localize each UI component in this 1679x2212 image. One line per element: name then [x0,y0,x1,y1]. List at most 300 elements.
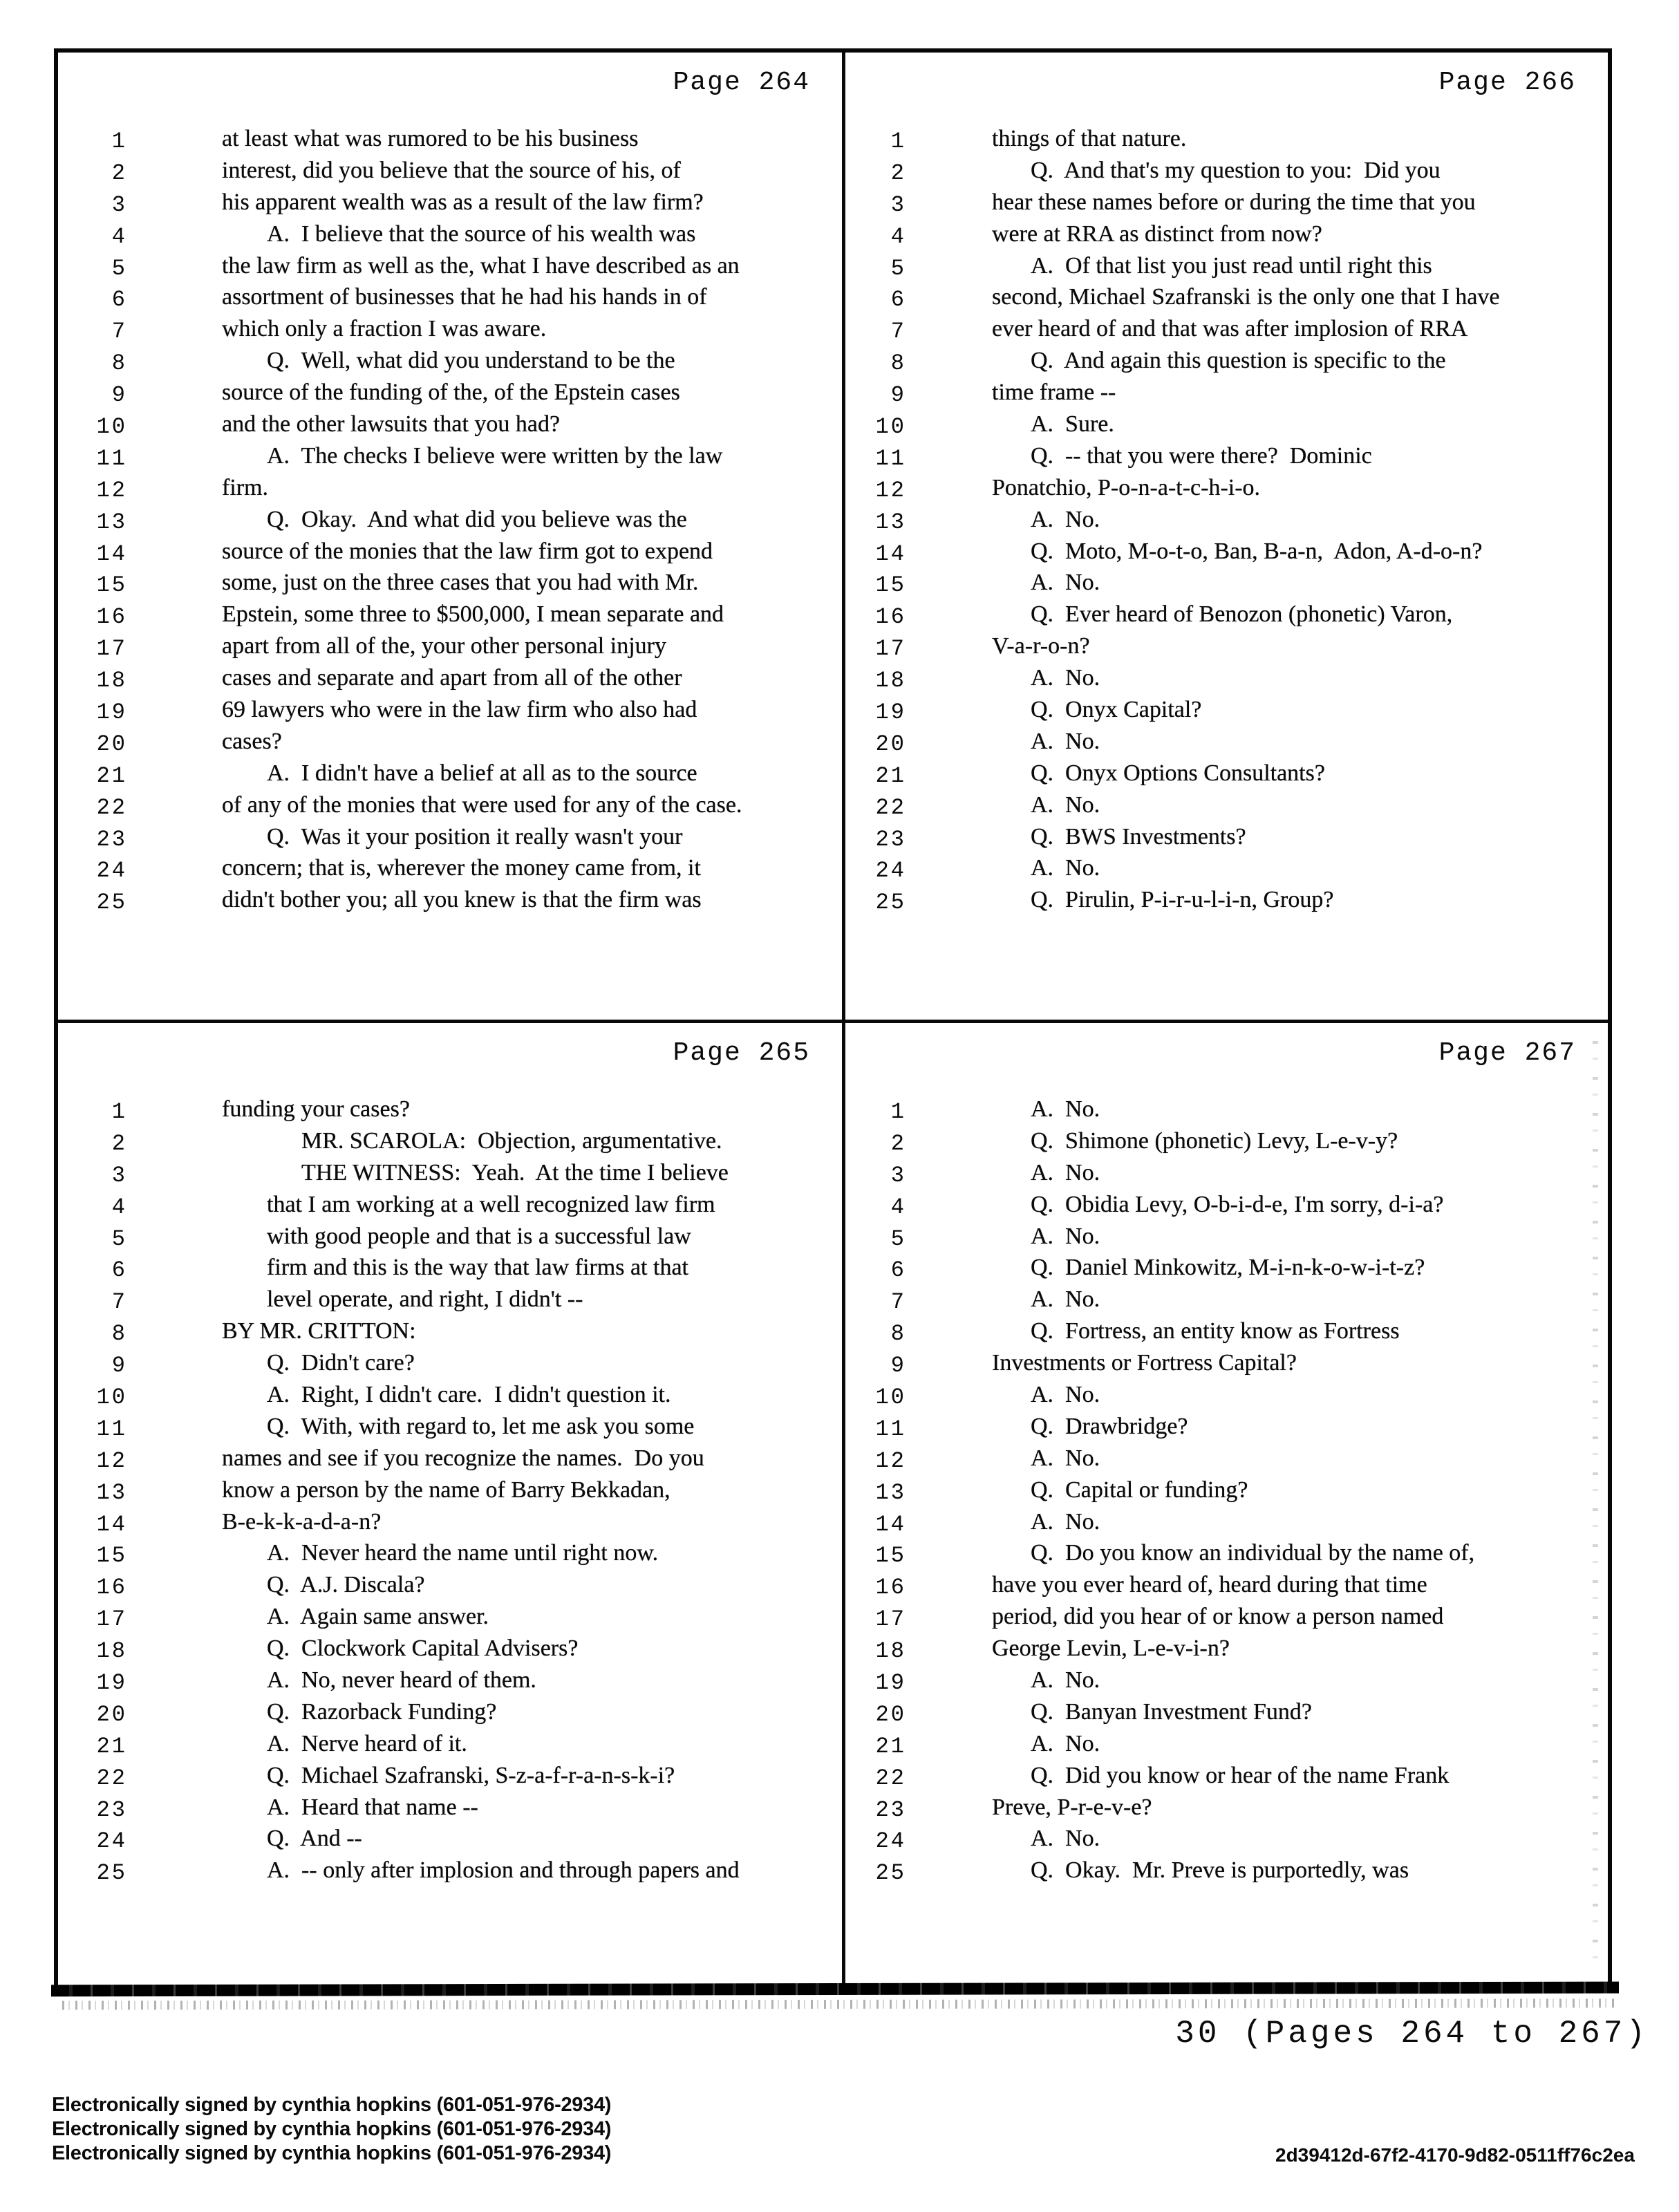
transcript-line [845,1128,1608,1160]
transcript-line [845,1192,1608,1224]
line-text: A. No. [1031,1096,1100,1122]
line-text: concern; that is, wherever the money came from, it [222,855,701,881]
line-number: 11 [96,445,127,471]
transcript-line [845,1857,1608,1889]
line-number: 8 [890,1321,906,1347]
line-number: 21 [96,1733,127,1759]
line-text: Ponatchio, P-o-n-a-t-c-h-i-o. [992,474,1261,500]
transcript-line [58,1604,842,1635]
transcript-line [845,1286,1608,1318]
line-text: A. No. [1031,1667,1100,1694]
line-text: Investments or Fortress Capital? [992,1350,1297,1376]
line-text: funding your cases? [222,1096,410,1122]
transcript-line [845,348,1608,379]
line-number: 9 [890,382,906,409]
transcript-line [845,570,1608,601]
line-number: 14 [96,1511,127,1537]
transcript-line [58,665,842,697]
transcript-line [58,1477,842,1509]
line-text: with good people and that is a successful law [267,1223,691,1249]
transcript-line [845,507,1608,538]
line-text: A. -- only after implosion and through papers and [267,1857,740,1884]
line-number: 7 [111,1289,127,1315]
line-number: 3 [111,191,127,218]
transcript-line [845,253,1608,285]
line-number: 16 [875,1575,906,1601]
line-text: THE WITNESS: Yeah. At the time I believe [301,1159,729,1185]
transcript-line [845,1160,1608,1192]
line-number: 12 [96,1447,127,1474]
transcript-line [58,1160,842,1192]
line-number: 15 [96,572,127,599]
line-number: 12 [875,1447,906,1474]
line-text: Epstein, some three to $500,000, I mean separate and [222,601,724,628]
line-text: Q. Razorback Funding? [267,1698,497,1725]
transcript-lines [58,126,842,919]
line-text: cases and separate and apart from all of the other [222,665,682,691]
line-text: Q. Pirulin, P-i-r-u-l-i-n, Group? [1031,887,1334,913]
line-number: 18 [875,1638,906,1665]
transcript-line [845,760,1608,792]
transcript-line [58,792,842,824]
line-text: A. No. [1031,1382,1100,1408]
line-text: of any of the monies that were used for any of the case. [222,791,742,818]
transcript-line [845,1604,1608,1635]
transcript-border [54,48,1612,1992]
transcript-line [845,1699,1608,1731]
transcript-line [58,1763,842,1794]
line-number: 15 [96,1543,127,1569]
transcript-line [58,316,842,348]
line-number: 4 [111,223,127,250]
line-number: 3 [111,1162,127,1188]
line-number: 11 [96,1416,127,1442]
line-text: Q. Daniel Minkowitz, M-i-n-k-o-w-i-t-z? [1031,1255,1425,1281]
line-text: A. No. [1031,1223,1100,1249]
line-number: 17 [875,1606,906,1633]
line-text: Q. A.J. Discala? [267,1572,425,1598]
line-text: Q. Moto, M-o-t-o, Ban, B-a-n, Adon, A-d-o-n? [1031,538,1483,564]
transcript-line [845,1572,1608,1604]
line-text: A. No. [1031,855,1100,881]
line-text: Preve, P-r-e-v-e? [992,1794,1152,1820]
line-text: Q. Obidia Levy, O-b-i-d-e, I'm sorry, d-i-a? [1031,1191,1444,1217]
transcript-line [845,1096,1608,1128]
line-number: 18 [96,668,127,694]
transcript-line [845,1477,1608,1509]
scan-edge-noise [1593,1041,1598,1967]
line-text: BY MR. CRITTON: [222,1318,416,1344]
transcript-line [58,633,842,665]
transcript-line [845,1826,1608,1857]
transcript-line [58,1382,842,1414]
line-text: apart from all of the, your other personal injury [222,633,666,659]
line-number: 10 [96,414,127,440]
line-number: 21 [96,762,127,789]
transcript-line [845,475,1608,507]
line-text: B-e-k-k-a-d-a-n? [222,1508,382,1535]
line-number: 20 [96,1701,127,1727]
line-number: 13 [96,509,127,535]
transcript-line [845,189,1608,221]
transcript-line [58,1414,842,1445]
line-number: 3 [890,191,906,218]
transcript-line [58,221,842,253]
line-number: 19 [875,700,906,726]
line-text: Q. Ever heard of Benozon (phonetic) Varon, [1031,601,1453,628]
transcript-line [845,1414,1608,1445]
transcript-line [58,1445,842,1477]
line-text: time frame -- [992,379,1116,406]
line-text: level operate, and right, I didn't -- [267,1286,583,1313]
transcript-line [58,411,842,443]
transcript-line [58,1509,842,1541]
transcript-line [845,1540,1608,1572]
transcript-line [58,189,842,221]
line-text: Q. Okay. Mr. Preve is purportedly, was [1031,1857,1409,1884]
line-number: 24 [875,1828,906,1855]
line-number: 5 [111,1226,127,1252]
line-text: A. No. [1031,728,1100,754]
line-text: Q. And -- [267,1826,362,1852]
line-number: 3 [890,1162,906,1188]
line-text: Q. Onyx Options Consultants? [1031,760,1325,786]
page-header: Page 266 [1438,68,1576,97]
transcript-line [58,1794,842,1826]
line-text: A. I believe that the source of his wealth was [267,221,696,247]
line-text: names and see if you recognize the names. Do you [222,1445,704,1471]
line-number: 14 [875,1511,906,1537]
line-text: cases? [222,728,282,754]
line-number: 2 [890,160,906,186]
page-panel-267 [845,1023,1608,1988]
signature-line: Electronically signed by cynthia hopkins (601-051-976-2934) [52,2094,612,2116]
line-number: 11 [875,445,906,471]
line-number: 7 [890,1289,906,1315]
line-number: 20 [875,731,906,757]
line-text: some, just on the three cases that you had with Mr. [222,570,699,596]
line-number: 6 [890,1257,906,1284]
line-number: 13 [875,1479,906,1506]
page-panel-266 [845,53,1608,1020]
transcript-line [58,1540,842,1572]
transcript-line [845,697,1608,729]
transcript-lines [845,1096,1608,1889]
line-number: 16 [875,604,906,630]
transcript-lines [58,1096,842,1889]
transcript-line [58,824,842,856]
transcript-line [58,538,842,570]
line-number: 13 [875,509,906,535]
transcript-line [845,1318,1608,1350]
page-header: Page 267 [1438,1038,1576,1068]
transcript-line [58,1350,842,1382]
line-number: 22 [96,1765,127,1791]
line-text: A. Right, I didn't care. I didn't question it. [267,1382,671,1408]
line-text: A. I didn't have a belief at all as to the source [267,760,697,786]
line-number: 5 [890,1226,906,1252]
transcript-line [845,443,1608,475]
transcript-lines [845,126,1608,919]
line-number: 5 [890,255,906,281]
line-number: 20 [875,1701,906,1727]
line-number: 23 [96,1797,127,1823]
line-text: which only a fraction I was aware. [222,316,547,342]
line-text: Q. Well, what did you understand to be the [267,348,675,374]
transcript-line [845,1224,1608,1255]
scan-noise-speckle [62,1998,1615,2009]
line-text: Q. Do you know an individual by the name of, [1031,1540,1475,1566]
line-text: A. No. [1031,1445,1100,1471]
line-number: 16 [96,1575,127,1601]
transcript-line [58,379,842,411]
line-text: interest, did you believe that the source of his, of [222,157,681,183]
line-number: 6 [111,1257,127,1284]
line-text: Q. With, with regard to, let me ask you some [267,1413,695,1439]
line-number: 9 [111,1353,127,1379]
line-text: Q. Fortress, an entity know as Fortress [1031,1318,1400,1344]
line-number: 14 [875,541,906,567]
line-text: A. No. [1031,1730,1100,1756]
line-number: 23 [875,1797,906,1823]
line-text: A. No. [1031,1286,1100,1313]
line-text: Q. -- that you were there? Dominic [1031,442,1372,469]
line-number: 4 [890,223,906,250]
line-text: firm. [222,474,269,500]
line-number: 9 [111,382,127,409]
line-number: 7 [111,319,127,345]
line-number: 16 [96,604,127,630]
transcript-line [58,507,842,538]
line-number: 15 [875,1543,906,1569]
transcript-line [58,1826,842,1857]
line-number: 8 [111,350,127,377]
line-text: A. Sure. [1031,411,1114,438]
line-number: 9 [890,1353,906,1379]
line-number: 23 [875,826,906,852]
transcript-line [58,126,842,158]
page-panel-264 [58,53,842,1020]
line-number: 18 [875,668,906,694]
signature-line: Electronically signed by cynthia hopkins (601-051-976-2934) [52,2142,612,2164]
transcript-line [58,1255,842,1286]
line-text: Q. Onyx Capital? [1031,697,1202,723]
line-number: 22 [875,794,906,821]
line-text: A. No. [1031,506,1100,532]
transcript-line [845,1350,1608,1382]
transcript-line [58,1699,842,1731]
line-text: ever heard of and that was after implosion of RRA [992,316,1468,342]
line-text: have you ever heard of, heard during that time [992,1572,1427,1598]
line-text: A. The checks I believe were written by the law [267,442,723,469]
line-number: 10 [875,1385,906,1411]
line-number: 5 [111,255,127,281]
transcript-line [845,633,1608,665]
line-text: source of the funding of the, of the Epstein cases [222,379,680,406]
line-text: A. No, never heard of them. [267,1667,536,1694]
document-id: 2d39412d-67f2-4170-9d82-0511ff76c2ea [1275,2144,1635,2166]
line-number: 8 [111,1321,127,1347]
line-text: and the other lawsuits that you had? [222,411,561,438]
transcript-line [58,1572,842,1604]
line-text: Q. Michael Szafranski, S-z-a-f-r-a-n-s-k-i? [267,1762,675,1788]
line-number: 13 [96,1479,127,1506]
line-text: Q. Didn't care? [267,1350,415,1376]
scan-noise-bar [51,1982,1619,1997]
page-header: Page 265 [673,1038,810,1068]
transcript-line [58,1192,842,1224]
line-text: A. No. [1031,791,1100,818]
transcript-line [845,126,1608,158]
line-number: 19 [96,1670,127,1696]
line-text: at least what was rumored to be his business [222,126,639,151]
transcript-line [58,1667,842,1699]
line-number: 14 [96,541,127,567]
line-number: 24 [96,1828,127,1855]
line-text: Q. Did you know or hear of the name Frank [1031,1762,1450,1788]
line-number: 22 [96,794,127,821]
line-number: 21 [875,762,906,789]
transcript-line [845,411,1608,443]
transcript-line [845,538,1608,570]
line-text: things of that nature. [992,126,1187,151]
line-number: 24 [96,858,127,884]
transcript-line [845,158,1608,189]
line-text: A. Never heard the name until right now. [267,1540,659,1566]
line-text: A. Of that list you just read until right this [1031,252,1432,279]
transcript-line [845,1731,1608,1763]
line-number: 25 [96,1860,127,1886]
line-number: 10 [96,1385,127,1411]
transcript-line [845,1255,1608,1286]
transcript-line [58,1318,842,1350]
line-text: second, Michael Szafranski is the only one that I have [992,284,1500,310]
transcript-line [58,887,842,919]
line-number: 17 [96,1606,127,1633]
line-text: that I am working at a well recognized law firm [267,1191,715,1217]
line-number: 18 [96,1638,127,1665]
transcript-line [58,570,842,601]
line-number: 2 [890,1130,906,1156]
line-number: 1 [111,129,127,154]
line-number: 4 [890,1194,906,1220]
transcript-line [58,1128,842,1160]
transcript-line [845,316,1608,348]
line-text: Q. BWS Investments? [1031,823,1246,850]
transcript-line [58,1286,842,1318]
transcript-line [845,729,1608,760]
line-text: A. Heard that name -- [267,1794,478,1820]
line-text: didn't bother you; all you knew is that the firm was [222,887,702,913]
signature-line: Electronically signed by cynthia hopkins (601-051-976-2934) [52,2118,612,2140]
transcript-line [58,1096,842,1128]
transcript-line [58,1731,842,1763]
line-number: 4 [111,1194,127,1220]
line-number: 1 [890,129,906,154]
transcript-line [845,284,1608,316]
line-number: 6 [890,287,906,313]
line-text: Q. Capital or funding? [1031,1477,1248,1503]
line-number: 11 [875,1416,906,1442]
line-text: A. Nerve heard of it. [267,1730,467,1756]
transcript-line [845,1667,1608,1699]
transcript-line [58,475,842,507]
line-number: 12 [96,477,127,503]
line-text: A. No. [1031,1508,1100,1535]
transcript-line [58,760,842,792]
line-number: 2 [111,160,127,186]
line-text: were at RRA as distinct from now? [992,221,1322,247]
transcript-line [845,1509,1608,1541]
transcript-line [58,729,842,760]
line-text: assortment of businesses that he had his hands in of [222,284,707,310]
transcript-line [58,601,842,633]
line-number: 21 [875,1733,906,1759]
line-number: 25 [875,890,906,916]
transcript-line [845,792,1608,824]
line-number: 20 [96,731,127,757]
transcript-line [845,1445,1608,1477]
line-text: Q. Was it your position it really wasn't your [267,823,683,850]
line-number: 8 [890,350,906,377]
line-text: Q. Banyan Investment Fund? [1031,1698,1312,1725]
line-number: 24 [875,858,906,884]
line-text: know a person by the name of Barry Bekkadan, [222,1477,670,1503]
transcript-line [58,284,842,316]
transcript-line [845,1763,1608,1794]
transcript-line [58,158,842,189]
line-text: period, did you hear of or know a person named [992,1604,1444,1630]
line-number: 1 [111,1099,127,1125]
line-text: A. No. [1031,570,1100,596]
transcript-line [845,1794,1608,1826]
line-number: 25 [875,1860,906,1886]
line-text: his apparent wealth was as a result of the law firm? [222,189,704,215]
line-number: 19 [96,700,127,726]
line-text: hear these names before or during the time that you [992,189,1476,215]
transcript-line [58,1857,842,1889]
line-text: 69 lawyers who were in the law firm who also had [222,697,697,723]
line-number: 1 [890,1099,906,1125]
line-text: Q. And again this question is specific to the [1031,348,1446,374]
line-text: Q. Okay. And what did you believe was the [267,506,687,532]
line-text: Q. Clockwork Capital Advisers? [267,1635,579,1662]
page-header: Page 264 [673,68,810,97]
transcript-line [58,1635,842,1667]
transcript-line [845,601,1608,633]
transcript-line [58,1224,842,1255]
transcript-line [845,221,1608,253]
line-text: Q. And that's my question to you: Did you [1031,157,1441,183]
line-number: 17 [875,636,906,662]
line-number: 12 [875,477,906,503]
transcript-line [58,253,842,285]
line-number: 25 [96,890,127,916]
line-number: 10 [875,414,906,440]
transcript-line [845,665,1608,697]
line-number: 17 [96,636,127,662]
transcript-line [58,855,842,887]
transcript-line [845,1635,1608,1667]
transcript-line [58,348,842,379]
line-text: V-a-r-o-n? [992,633,1090,659]
line-number: 19 [875,1670,906,1696]
line-text: Q. Shimone (phonetic) Levy, L-e-v-y? [1031,1127,1398,1154]
line-text: George Levin, L-e-v-i-n? [992,1635,1230,1662]
signature-block [52,2093,611,2166]
line-text: A. No. [1031,1159,1100,1185]
line-text: firm and this is the way that law firms at that [267,1255,688,1281]
